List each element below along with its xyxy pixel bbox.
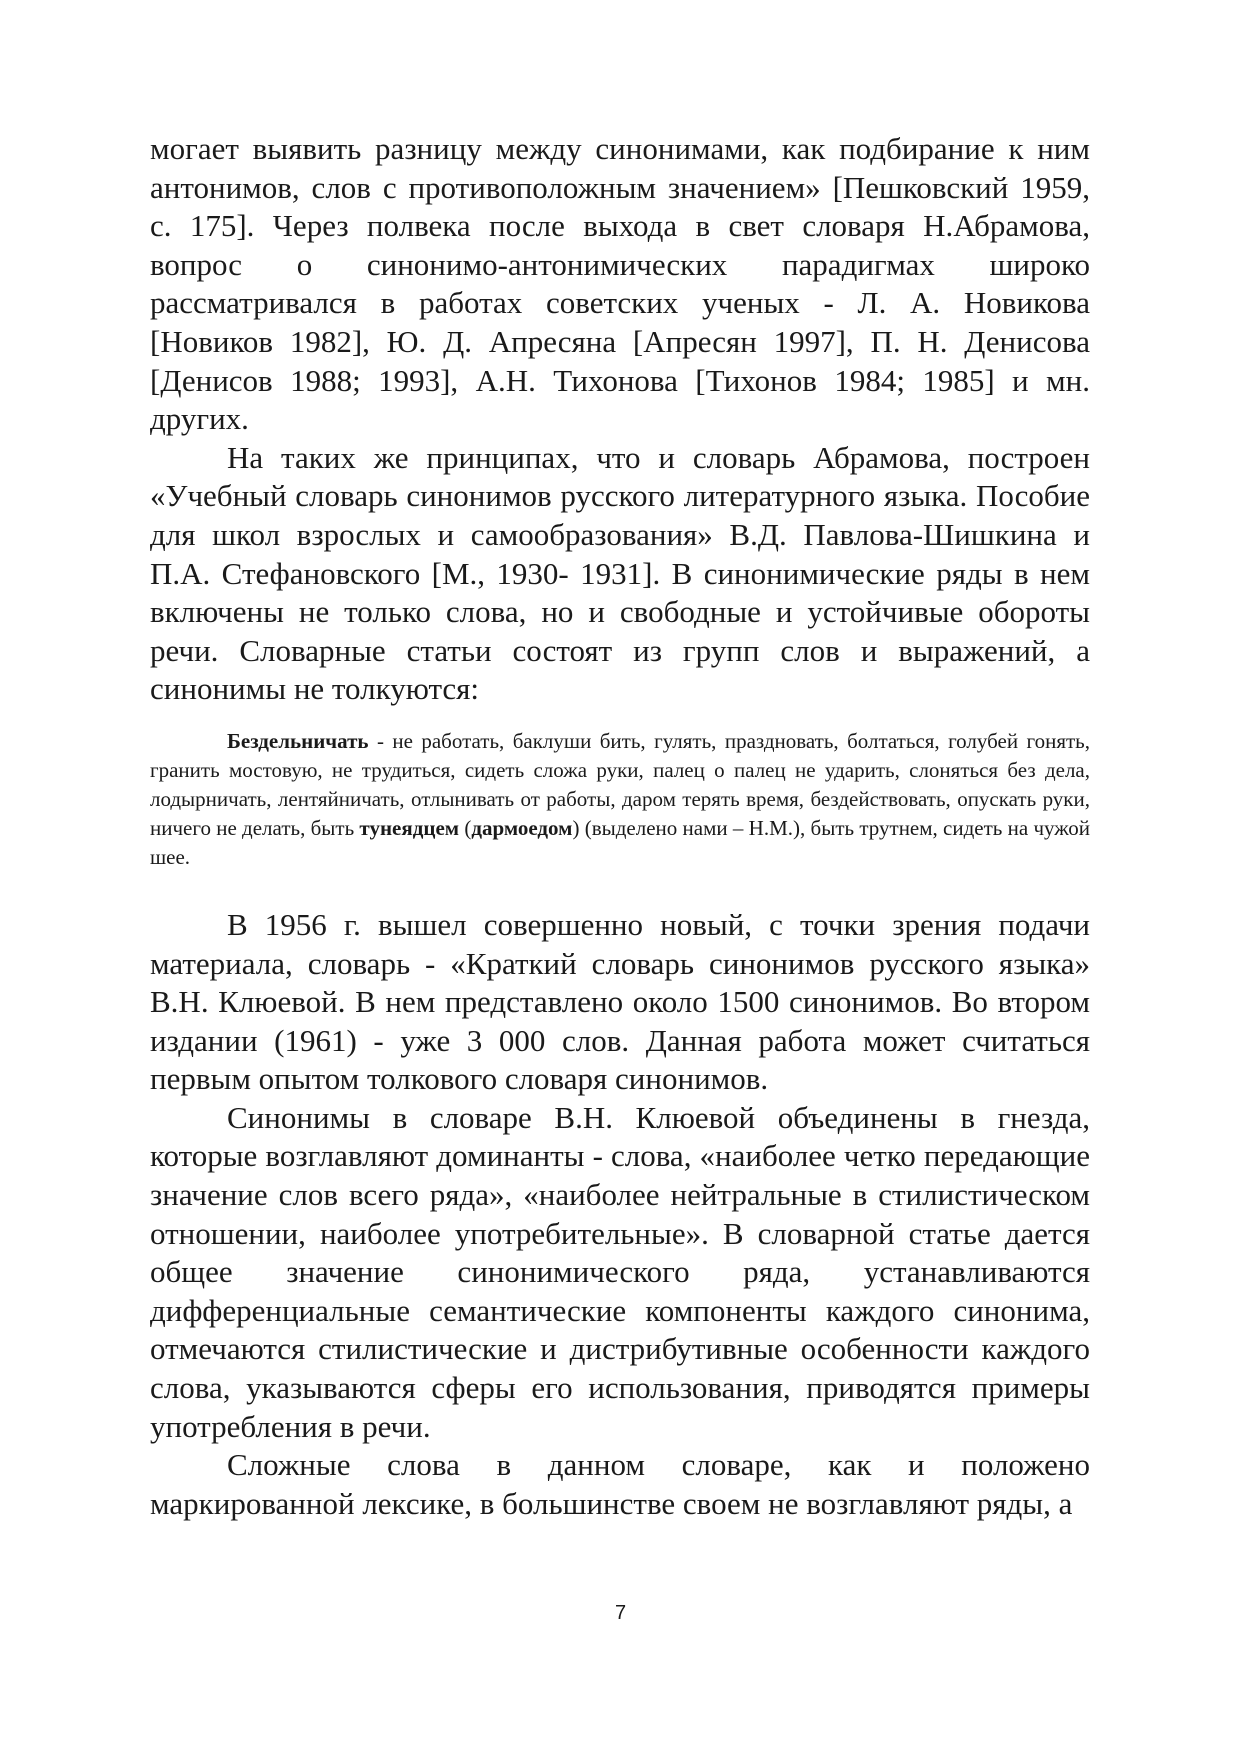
paragraph-3: В 1956 г. вышел совершенно новый, с точки зрения подачи материала, словарь - «Краткий словарь синонимов русского языка» В.Н. Клюевой. В нем представлено около 1500 синонимов. Во втором издании (1961) - уже 3 000 слов. Данная работа может считаться первым опытом толкового словаря синонимов. xyxy=(150,906,1090,1097)
quote-headword: Бездельничать xyxy=(227,728,369,753)
quote-text-1: - не работать, баклуши бить, гулять, праздновать, болтаться, голубей гонять, гранить мостовую, не трудиться, сидеть сложа руки, палец о палец не ударить, слоняться без дела, лодырничать, лентяйничать, отлынивать от работы, даром терять время, бездействовать, опускать руки, ничего не делать, быть xyxy=(150,728,1090,840)
document-page xyxy=(150,130,1090,1523)
paragraph-1: могает выявить разницу между синонимами, как подбирание к ним антонимов, слов с противоположным значением» [Пешковский 1959, с. 175]. Через полвека после выхода в свет словаря Н.Абрамова, вопрос о синонимо-антонимических парадигмах широко рассматривался в работах советских ученых - Л. А. Новикова [Новиков 1982], Ю. Д. Апресяна [Апресян 1997], П. Н. Денисова [Денисов 1988; 1993], А.Н. Тихонова [Тихонов 1984; 1985] и мн. других. xyxy=(150,131,1090,437)
quote-bold-2: дармоедом xyxy=(471,815,573,840)
paragraph-4: Синонимы в словаре В.Н. Клюевой объединены в гнезда, которые возглавляют доминанты - слова, «наиболее четко передающие значение слов всего ряда», «наиболее нейтральные в стилистическом отношении, наиболее употребительные». В словарной статье дается общее значение синонимического ряда, устанавливаются дифференциальные семантические компоненты каждого синонима, отмечаются стилистические и дистрибутивные особенности каждого слова, указываются сферы его использования, приводятся примеры употребления в речи. xyxy=(150,1099,1090,1444)
quote-text-3: ) (выделено нами – Н.М.), быть трутнем, сидеть на чужой шее. xyxy=(150,815,1090,869)
quote-text-2: ( xyxy=(459,815,472,840)
dictionary-example-quote xyxy=(150,727,1090,872)
quote-bold-1: тунеядцем xyxy=(359,815,460,840)
page-number: 7 xyxy=(614,1602,627,1624)
paragraph-5: Сложные слова в данном словаре, как и положено маркированной лексике, в большинстве своем не возглавляют ряды, а xyxy=(150,1447,1090,1521)
paragraph-2: На таких же принципах, что и словарь Абрамова, построен «Учебный словарь синонимов русского литературного языка. Пособие для школ взрослых и самообразования» В.Д. Павлова-Шишкина и П.А. Стефановского [М., 1930- 1931]. В синонимические ряды в нем включены не только слова, но и свободные и устойчивые обороты речи. Словарные статьи состоят из групп слов и выражений, а синонимы не толкуются: xyxy=(150,439,1090,707)
